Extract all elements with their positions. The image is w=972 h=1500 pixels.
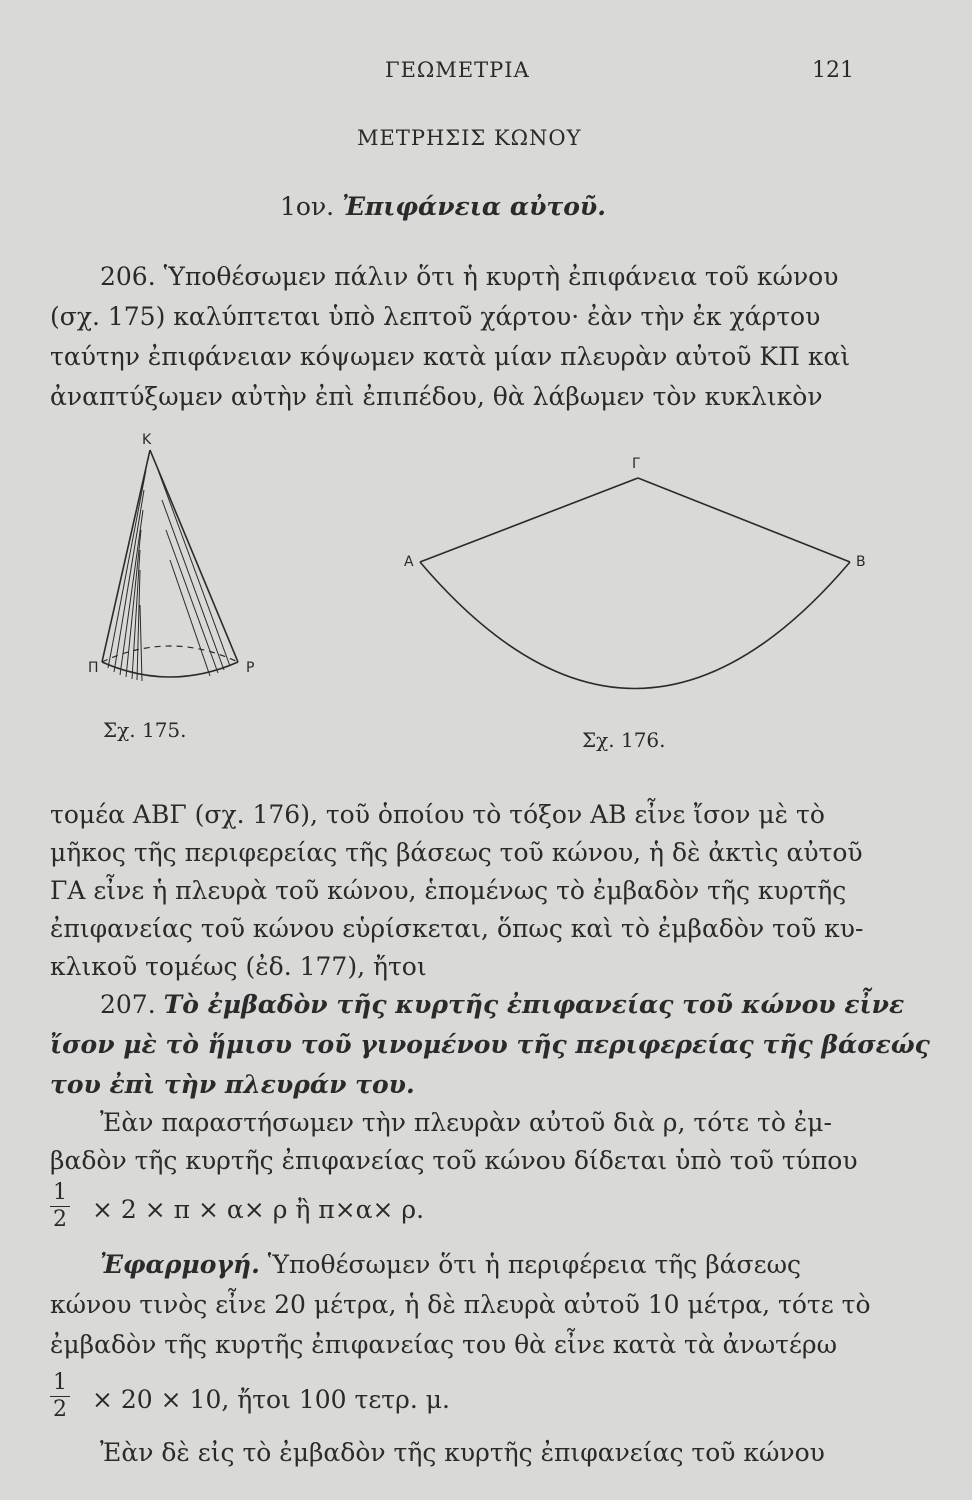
formula-expression: × 2 × π × α× ρ ἢ π×α× ρ. bbox=[92, 1195, 425, 1224]
cone-label-left: Π bbox=[88, 660, 99, 676]
application-label: Ἐφαρμογή. bbox=[100, 1250, 260, 1279]
application-line-3: ἐμβαδὸν τῆς κυρτῆς ἐπιφανείας του θὰ εἶνε κατὰ τὰ ἀνωτέρω bbox=[50, 1330, 838, 1359]
application-text-1: Ὑποθέσωμεν ὅτι ἡ περιφέρεια τῆς βάσεως bbox=[267, 1250, 801, 1279]
formula-para-line-2: βαδὸν τῆς κυρτῆς ἐπιφανείας τοῦ κώνου δίδεται ὑπὸ τοῦ τύπου bbox=[50, 1146, 858, 1175]
caption-fig176: Σχ. 176. bbox=[582, 728, 666, 752]
running-title: ΓΕΩΜΕΤΡΙΑ bbox=[385, 58, 530, 82]
theorem-207-number: 207. bbox=[100, 990, 156, 1019]
formula-para-line-1: Ἐὰν παραστήσωμεν τὴν πλευρὰν αὐτοῦ διὰ ρ, τότε τὸ ἐμ- bbox=[100, 1108, 832, 1137]
application-line-1 bbox=[100, 1250, 801, 1279]
sector-label-left: Α bbox=[404, 554, 414, 570]
application-numerator: 1 bbox=[50, 1370, 70, 1397]
formula-numerator: 1 bbox=[50, 1180, 70, 1207]
application-denominator: 2 bbox=[53, 1397, 67, 1422]
section-title: Ἐπιφάνεια αὐτοῦ. bbox=[342, 192, 606, 221]
section-heading bbox=[280, 192, 606, 221]
application-line-2: κώνου τινὸς εἶνε 20 μέτρα, ἡ δὲ πλευρὰ αὐτοῦ 10 μέτρα, τότε τὸ bbox=[50, 1290, 871, 1319]
formula-denominator: 2 bbox=[53, 1207, 67, 1232]
cone-label-right: Ρ bbox=[246, 660, 255, 676]
formula-fraction bbox=[50, 1180, 70, 1233]
para206-line-4: ἀναπτύξωμεν αὐτὴν ἐπὶ ἐπιπέδου, θὰ λάβωμεν τὸν κυκλικὸν bbox=[50, 382, 823, 411]
figures-area bbox=[40, 430, 940, 760]
sector-figure bbox=[404, 456, 866, 689]
para-cont-line-1: τομέα ΑΒΓ (σχ. 176), τοῦ ὁποίου τὸ τόξον ΑΒ εἶνε ἴσον μὲ τὸ bbox=[50, 800, 825, 829]
theorem-207-line-1 bbox=[100, 990, 904, 1019]
theorem-207-line-3: του ἐπὶ τὴν πλευράν του. bbox=[50, 1070, 415, 1099]
theorem-207-line-2: ἴσον μὲ τὸ ἥμισυ τοῦ γινομένου τῆς περιφερείας τῆς βάσεώς bbox=[50, 1030, 930, 1059]
para-cont-line-3: ΓΑ εἶνε ἡ πλευρὰ τοῦ κώνου, ἑπομένως τὸ ἐμβαδὸν τῆς κυρτῆς bbox=[50, 876, 847, 905]
para-cont-line-5: κλικοῦ τομέως (ἐδ. 177), ἤτοι bbox=[50, 952, 427, 981]
cone-label-apex: Κ bbox=[142, 432, 152, 448]
section-number: 1ον. bbox=[280, 192, 335, 221]
caption-fig175: Σχ. 175. bbox=[103, 718, 187, 742]
page-number: 121 bbox=[812, 58, 854, 83]
application-fraction bbox=[50, 1370, 70, 1423]
para-cont-line-4: ἐπιφανείας τοῦ κώνου εὑρίσκεται, ὅπως καὶ τὸ ἐμβαδὸν τοῦ κυ- bbox=[50, 914, 864, 943]
chapter-title: ΜΕΤΡΗΣΙΣ ΚΩΝΟΥ bbox=[357, 126, 582, 150]
cone-figure bbox=[88, 432, 254, 681]
application-expression: × 20 × 10, ἤτοι 100 τετρ. μ. bbox=[92, 1385, 450, 1414]
sector-label-right: Β bbox=[856, 554, 866, 570]
para206-line-2: (σχ. 175) καλύπτεται ὑπὸ λεπτοῦ χάρτου· ἐὰν τὴν ἐκ χάρτου bbox=[50, 302, 821, 331]
theorem-207-text-1: Τὸ ἐμβαδὸν τῆς κυρτῆς ἐπιφανείας τοῦ κώνου εἶνε bbox=[163, 990, 905, 1019]
sector-label-top: Γ bbox=[632, 456, 640, 472]
last-line: Ἐὰν δὲ εἰς τὸ ἐμβαδὸν τῆς κυρτῆς ἐπιφανείας τοῦ κώνου bbox=[100, 1438, 825, 1467]
para206-line-3: ταύτην ἐπιφάνειαν κόψωμεν κατὰ μίαν πλευρὰν αὐτοῦ ΚΠ καὶ bbox=[50, 342, 851, 371]
para-cont-line-2: μῆκος τῆς περιφερείας τῆς βάσεως τοῦ κώνου, ἡ δὲ ἀκτὶς αὐτοῦ bbox=[50, 838, 863, 867]
para206-line-1: 206. Ὑποθέσωμεν πάλιν ὅτι ἡ κυρτὴ ἐπιφάνεια τοῦ κώνου bbox=[100, 262, 839, 291]
